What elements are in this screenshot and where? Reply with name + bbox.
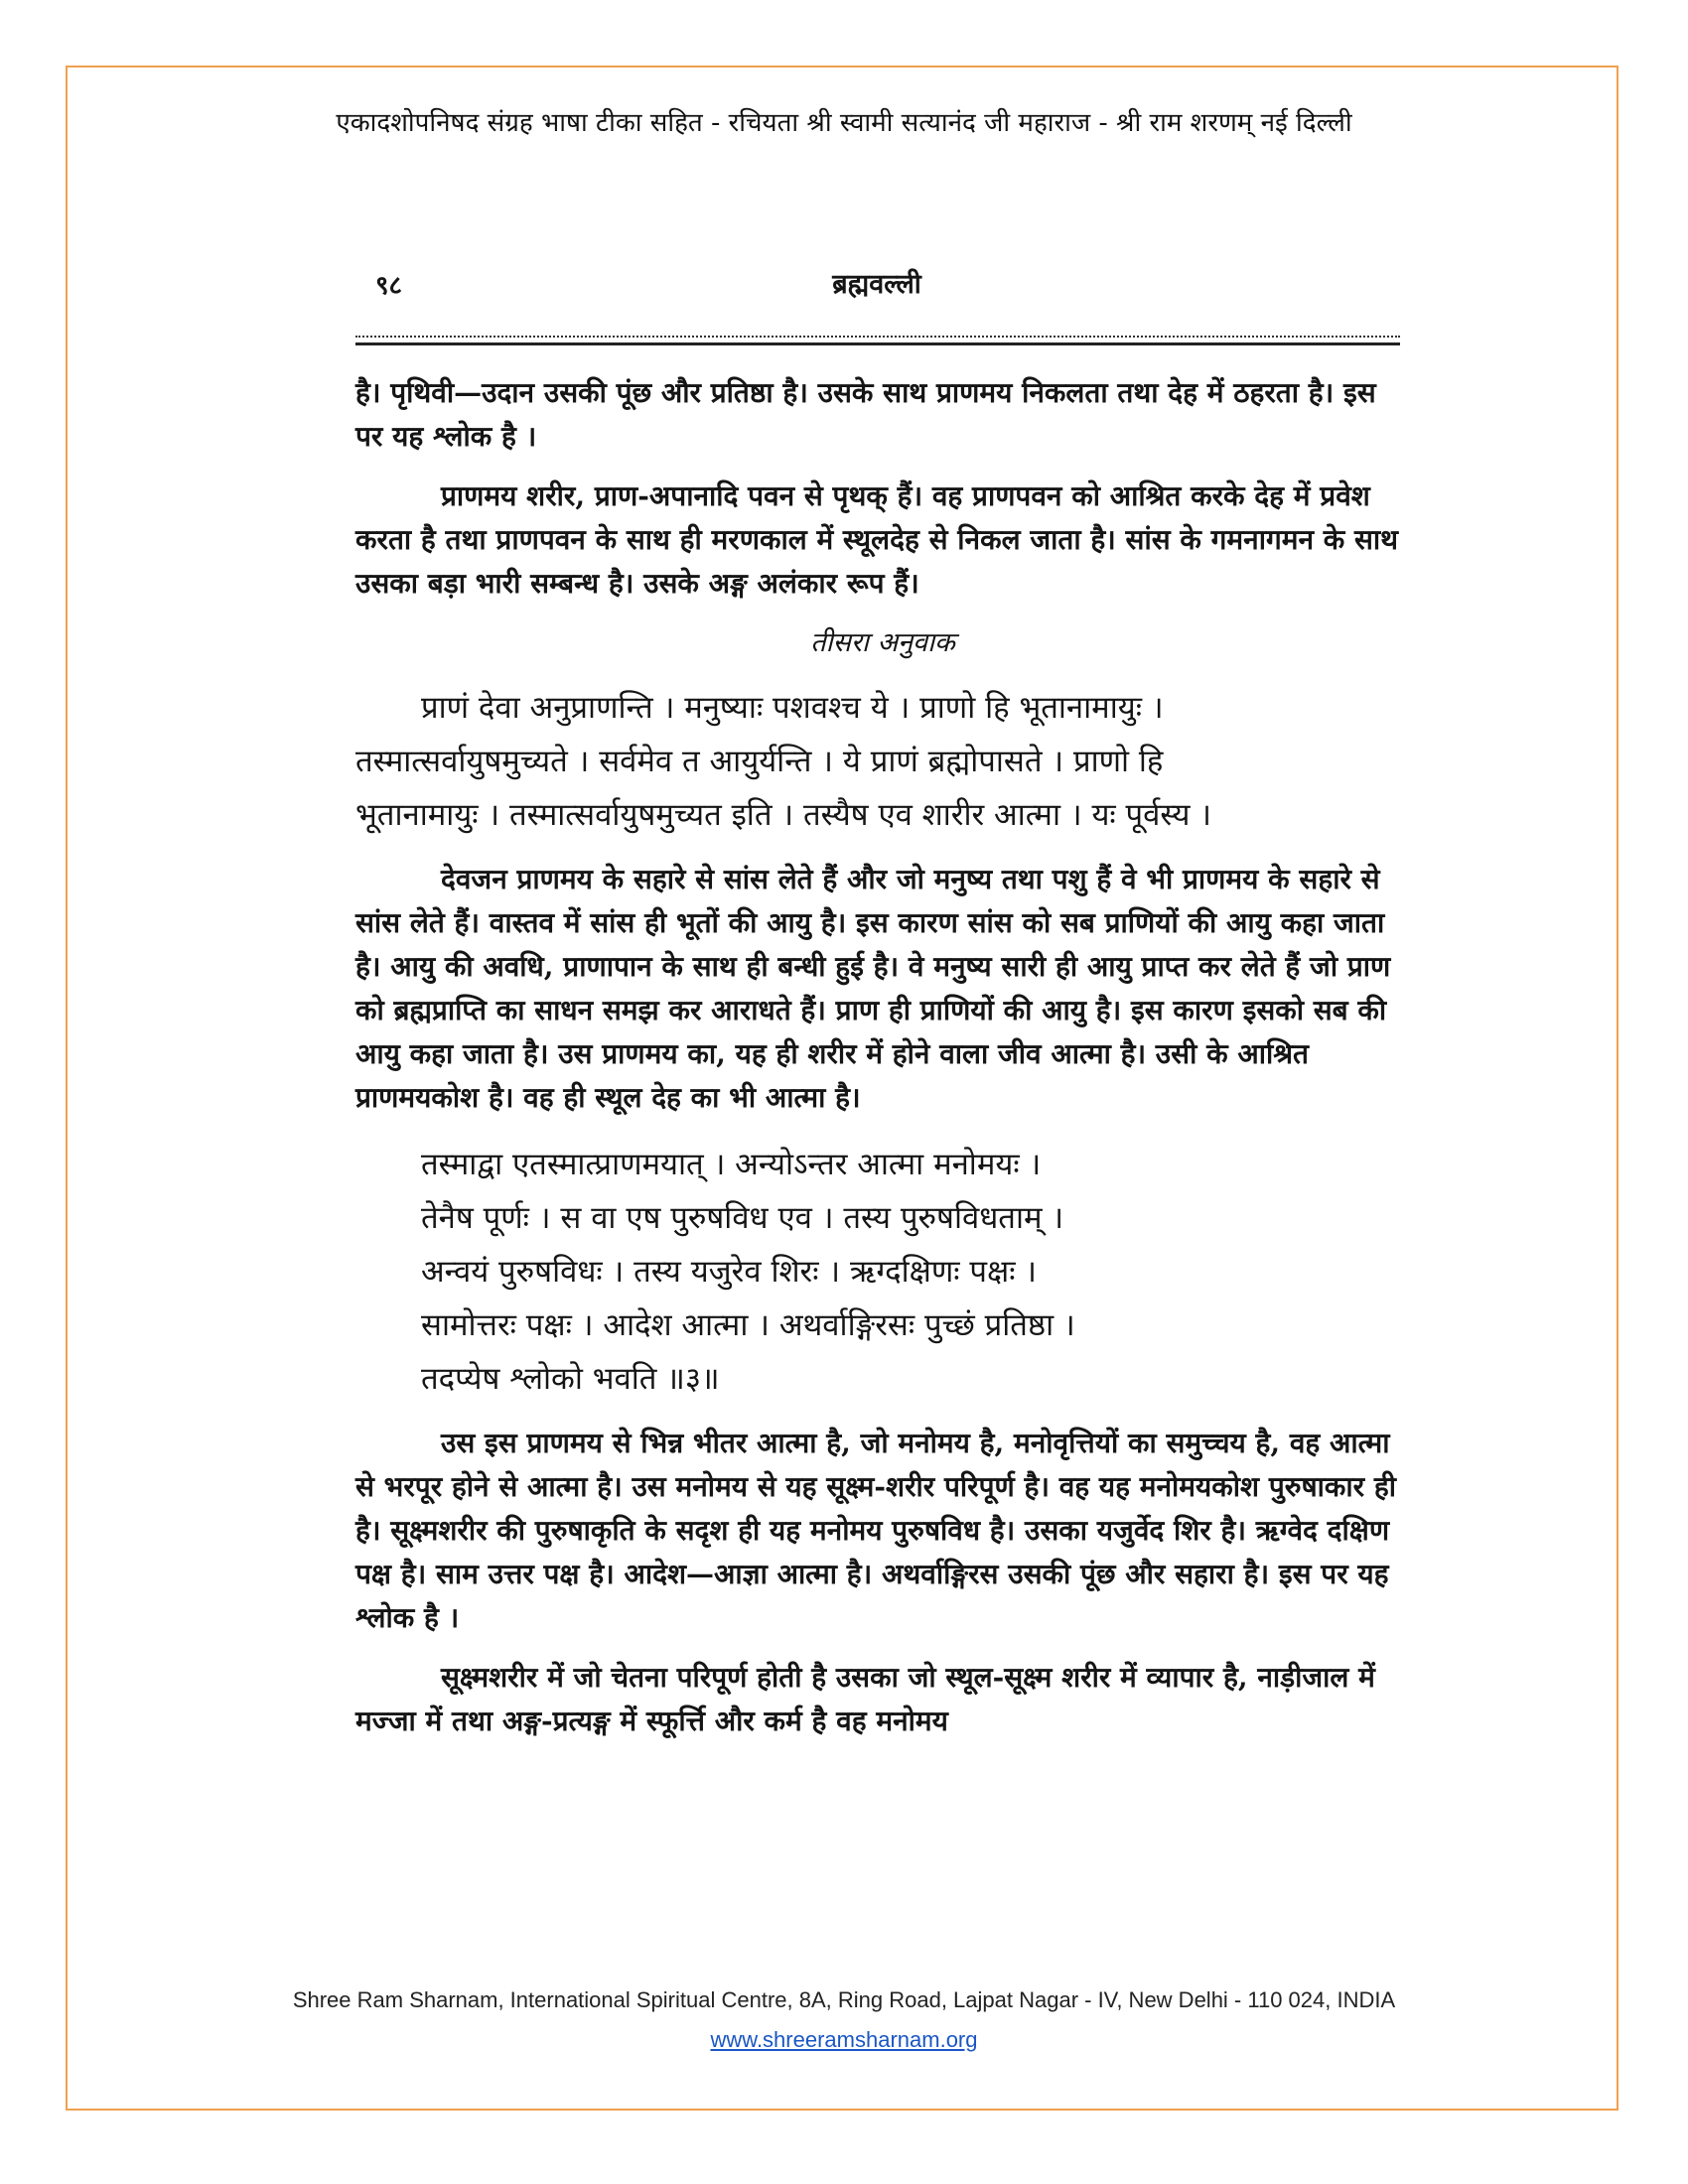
website-link[interactable]: www.shreeramsharnam.org: [710, 2027, 978, 2052]
document-header: एकादशोपनिषद संग्रह भाषा टीका सहित - रचियता श्री स्वामी सत्यानंद जी महाराज - श्री राम शरणम् नई दिल्ली: [336, 108, 1352, 138]
scanned-page: [336, 242, 1418, 1955]
verse-line: सामोत्तरः पक्षः । आदेश आत्मा । अथर्वाङ्गिरसः पुच्छं प्रतिष्ठा ।: [421, 1307, 1075, 1343]
verse-line: तेनैष पूर्णः । स वा एष पुरुषविध एव । तस्य पुरुषविधताम् ।: [421, 1200, 1064, 1236]
footer-address: Shree Ram Sharnam, International Spiritual Centre, 8A, Ring Road, Lajpat Nagar - IV, New Delhi - 110 024, INDIA: [292, 1987, 1396, 2012]
solid-rule: [355, 342, 1400, 345]
page-title: ब्रह्मवल्ली: [832, 269, 921, 300]
section-title: तीसरा अनुवाक: [810, 627, 955, 658]
verse-line: तस्मात्सर्वायुषमुच्यते । सर्वमेव त आयुर्यन्ति । ये प्राणं ब्रह्मोपासते । प्राणो हि: [355, 744, 1164, 779]
page-number: ९८: [375, 271, 403, 301]
verse-block-1: [355, 681, 1410, 842]
commentary-paragraph-3: सूक्ष्मशरीर में जो चेतना परिपूर्ण होती है उसका जो स्थूल-सूक्ष्म शरीर में व्यापार है, नाड़ीजाल में मज्जा में तथा अङ्ग-प्रत्यङ्ग में स्फूर्त्ति और कर्म है वह मनोमय: [355, 1661, 1375, 1737]
commentary-paragraph-2: उस इस प्राणमय से भिन्न भीतर आत्मा है, जो मनोमय है, मनोवृत्तियों का समुच्चय है, वह आत्मा से भरपूर होने से आत्मा है। उस मनोमय से यह सूक्ष्म-शरीर परिपूर्ण है। वह यह मनोमयकोश पुरुषाकार ही है। सूक्ष्मशरीर की पुरुषाकृति के सदृश ही यह मनोमय पुरुषविध है। उसका यजुर्वेद शिर है। ऋग्वेद दक्षिण पक्ष है। साम उत्तर पक्ष है। आदेश—आज्ञा आत्मा है। अथर्वाङ्गिरस उसकी पूंछ और सहारा है। इस पर यह श्लोक है ।: [355, 1427, 1396, 1634]
dotted-rule: [355, 336, 1400, 338]
page-body: [355, 371, 1410, 1743]
verse-line: तस्माद्वा एतस्मात्प्राणमयात् । अन्योऽन्तर आत्मा मनोमयः ।: [421, 1147, 1042, 1182]
verse-line: तदप्येष श्लोको भवति ॥३॥: [421, 1361, 720, 1397]
verse-line: अन्वयं पुरुषविधः । तस्य यजुरेव शिरः । ऋग्दक्षिणः पक्षः ।: [421, 1254, 1038, 1290]
intro-paragraph-2: प्राणमय शरीर, प्राण-अपानादि पवन से पृथक् हैं। वह प्राणपवन को आश्रित करके देह में प्रवेश करता है तथा प्राणपवन के साथ ही मरणकाल में स्थूलदेह से निकल जाता है। सांस के गमनागमन के साथ उसका बड़ा भारी सम्बन्ध है। उसके अङ्ग अलंकार रूप हैं।: [355, 479, 1399, 600]
intro-paragraph-1: है। पृथिवी—उदान उसकी पूंछ और प्रतिष्ठा है। उसके साथ प्राणमय निकलता तथा देह में ठहरता है। इस पर यह श्लोक है ।: [355, 376, 1376, 453]
verse-line: प्राणं देवा अनुप्राणन्ति । मनुष्याः पशवश्च ये । प्राणो हि भूतानामायुः ।: [421, 690, 1164, 726]
commentary-paragraph-1: देवजन प्राणमय के सहारे से सांस लेते हैं और जो मनुष्य तथा पशु हैं वे भी प्राणमय के सहारे से सांस लेते हैं। वास्तव में सांस ही भूतों की आयु है। इस कारण सांस को सब प्राणियों की आयु कहा जाता है। आयु की अवधि, प्राणापान के साथ ही बन्धी हुई है। वे मनुष्य सारी ही आयु प्राप्त कर लेते हैं जो प्राण को ब्रह्मप्राप्ति का साधन समझ कर आराधते हैं। प्राण ही प्राणियों की आयु है। इस कारण इसको सब की आयु कहा जाता है। उस प्राणमय का, यह ही शरीर में होने वाला जीव आत्मा है। उसी के आश्रित प्राणमयकोश है। वह ही स्थूल देह का भी आत्मा है।: [355, 863, 1391, 1114]
verse-block-2: [355, 1138, 1410, 1406]
verse-line: भूतानामायुः । तस्मात्सर्वायुषमुच्यत इति । तस्यैष एव शारीर आत्मा । यः पूर्वस्य ।: [355, 797, 1212, 833]
page-heading: [336, 242, 1418, 302]
